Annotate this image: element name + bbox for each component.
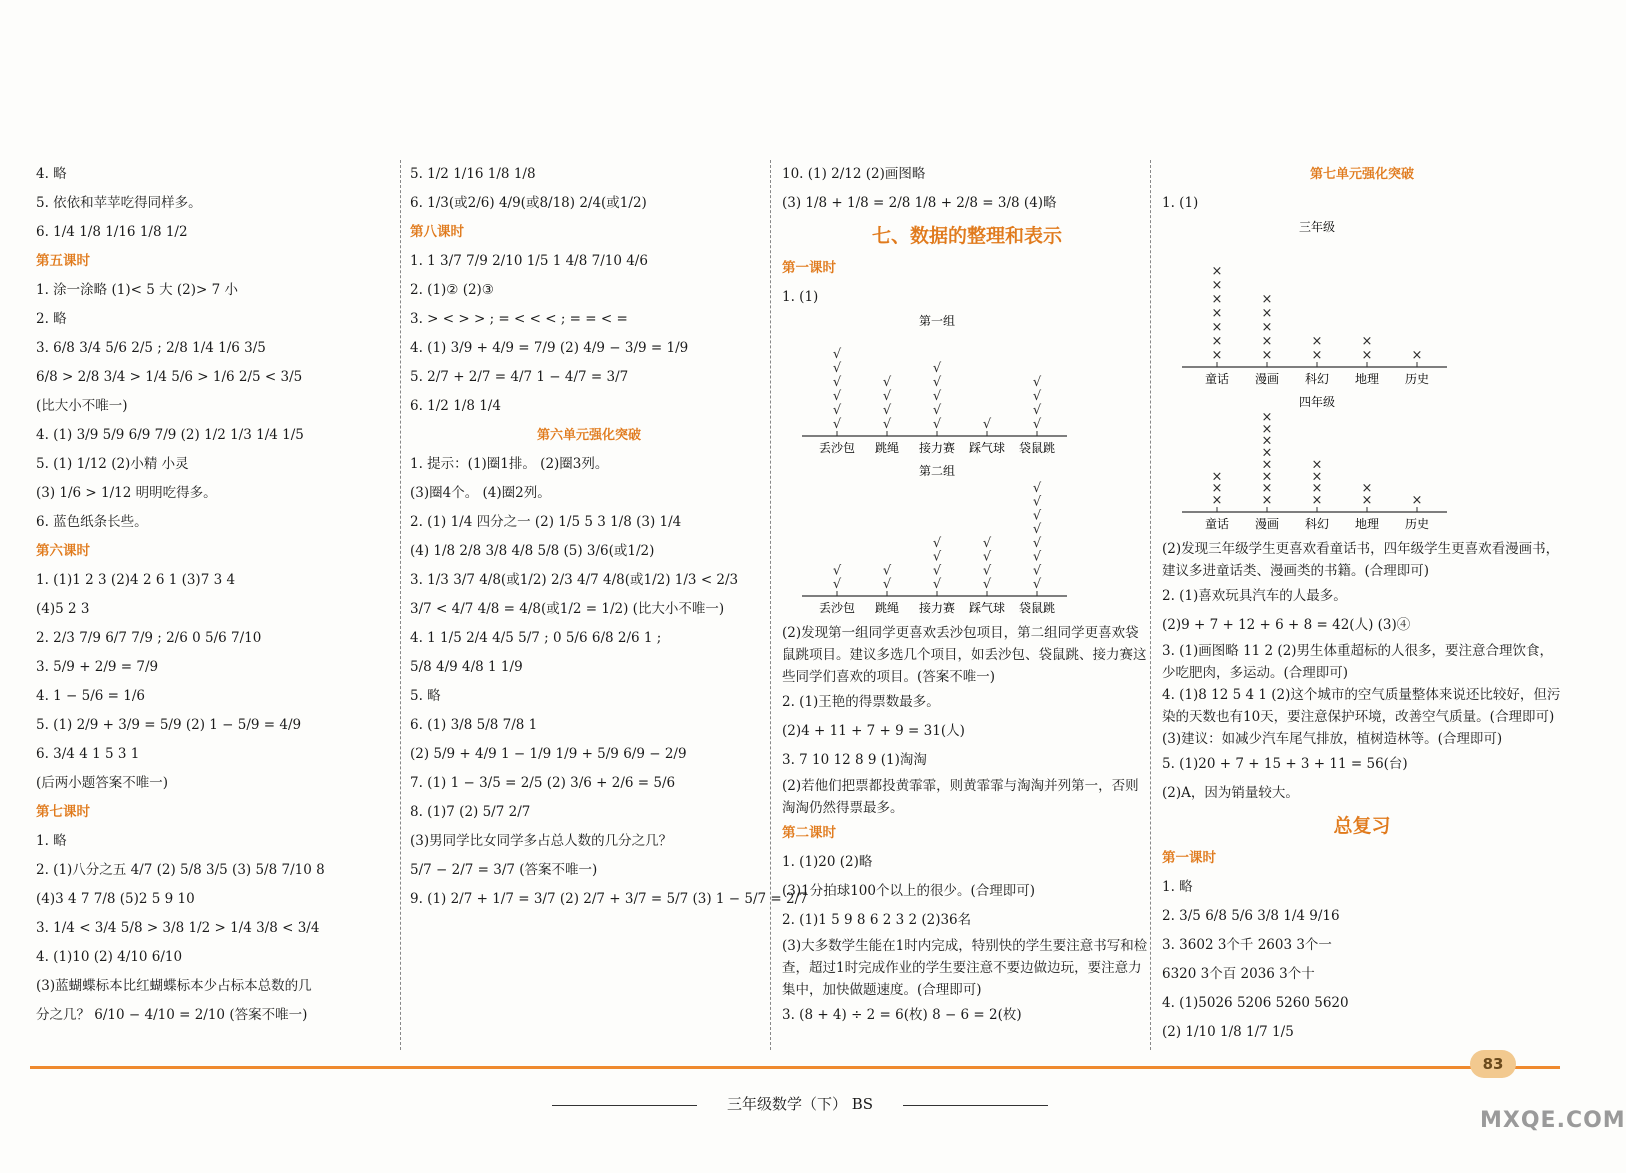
chart-symbol: × xyxy=(1211,493,1223,508)
answer-line: (2)A，因为销量较大。 xyxy=(1162,784,1299,801)
chart-category-label: 历史 xyxy=(1404,372,1430,386)
chart-symbol: √ xyxy=(932,563,942,579)
chart-symbol: √ xyxy=(982,535,992,551)
chart-title: 第二组 xyxy=(918,464,956,478)
answer-line: (后两小题答案不唯一) xyxy=(36,774,169,791)
chart-symbol: × xyxy=(1361,481,1373,497)
chart-symbol: × xyxy=(1261,421,1273,437)
chart-symbol: × xyxy=(1211,481,1223,497)
chart-symbol: √ xyxy=(882,389,892,404)
chart-symbol: × xyxy=(1311,469,1323,485)
pictograph-group-1 xyxy=(782,312,1152,462)
answer-line: 2. 2/3 7/9 6/7 7/9 ; 2/6 0 5/6 7/10 xyxy=(36,629,262,646)
chart-symbol: √ xyxy=(832,389,842,404)
chart-symbol: × xyxy=(1211,264,1223,279)
chart-symbol: √ xyxy=(882,417,892,432)
answer-line: 6. 1/3(或2/6) 4/9(或8/18) 2/4(或1/2) xyxy=(410,194,647,211)
chart-category-label: 接力赛 xyxy=(918,441,956,455)
chart-category-label: 跳绳 xyxy=(874,601,900,615)
answer-line: 分之几？ 6/10 − 4/10 = 2/10 (答案不唯一) xyxy=(36,1006,308,1023)
chart-symbol: √ xyxy=(982,563,992,579)
section-heading: 第六单元强化突破 xyxy=(536,428,641,443)
answer-line: 2. (1)② (2)③ xyxy=(410,281,494,298)
section-heading: 第六课时 xyxy=(36,542,90,559)
chart-symbol: × xyxy=(1261,334,1273,349)
chart-category-label: 丢沙包 xyxy=(818,601,856,615)
chart-symbol: √ xyxy=(832,403,842,418)
chart-symbol: × xyxy=(1311,493,1323,508)
answer-column-3 xyxy=(782,160,1152,1030)
chart-symbol: √ xyxy=(1032,577,1042,592)
answer-line: 3. (1)画图略 11 2 (2)男生体重超标的人很多，要注意合理饮食，少吃肥肉，多运动。(合理即可) xyxy=(1162,643,1554,681)
chart-symbol: √ xyxy=(932,389,942,404)
answer-column-1 xyxy=(36,160,396,1030)
answer-line: (3)1分拍球100个以上的很少。(合理即可) xyxy=(782,882,1036,899)
answer-line: 4. (1)10 (2) 4/10 6/10 xyxy=(36,948,183,965)
answer-line: 5/7 − 2/7 = 3/7 (答案不唯一) xyxy=(410,861,598,878)
chart-symbol: × xyxy=(1311,334,1323,349)
answer-line: 3. 3602 3个千 2603 3个一 xyxy=(1162,936,1332,953)
answer-line: 1. 略 xyxy=(1162,878,1193,895)
answer-line: 6320 3个百 2036 3个十 xyxy=(1162,965,1315,982)
chart-category-label: 漫画 xyxy=(1254,517,1280,531)
answer-line: 1. 涂一涂略 (1)< 5 大 (2)> 7 小 xyxy=(36,281,238,298)
chart-symbol: √ xyxy=(882,375,892,390)
chart-symbol: × xyxy=(1311,457,1323,473)
answer-line: 2. (1) 1/4 四分之一 (2) 1/5 5 3 1/8 (3) 1/4 xyxy=(410,513,682,530)
book-title: 三年级数学（下） BS xyxy=(726,1095,874,1113)
answer-line: 4. (1)5026 5206 5260 5620 xyxy=(1162,994,1349,1011)
chart-category-label: 地理 xyxy=(1354,372,1380,386)
chart-symbol: √ xyxy=(932,535,942,551)
answer-line: 6. 蓝色纸条长些。 xyxy=(36,513,148,530)
pictograph-group-2 xyxy=(782,462,1152,622)
pictograph-grade-4 xyxy=(1162,393,1562,538)
chart-symbol: × xyxy=(1261,469,1273,485)
chart-symbol: × xyxy=(1211,348,1223,363)
column-divider xyxy=(770,160,771,1050)
answer-line: 5. 1/2 1/16 1/8 1/8 xyxy=(410,165,536,182)
answer-line: 10. (1) 2/12 (2)画图略 xyxy=(782,165,926,182)
chart-symbol: √ xyxy=(1032,480,1042,496)
answer-line: (比大小不唯一) xyxy=(36,397,128,414)
answer-line: (2)若他们把票都投黄霏霏，则黄霏霏与淘淘并列第一，否则淘淘仍然得票最多。 xyxy=(782,778,1139,816)
chart-symbol: × xyxy=(1261,306,1273,321)
answer-line: 2. (1)八分之五 4/7 (2) 5/8 3/5 (3) 5/8 7/10 8 xyxy=(36,861,325,878)
column-divider xyxy=(400,160,401,1050)
answer-line: 2. (1)喜欢玩具汽车的人最多。 xyxy=(1162,587,1347,604)
chart-symbol: √ xyxy=(932,375,942,390)
answer-line: (4)5 2 3 xyxy=(36,600,90,617)
answer-line: 1. (1)20 (2)略 xyxy=(782,853,873,870)
chart-symbol: × xyxy=(1311,481,1323,497)
answer-line: 3. 7 10 12 8 9 (1)淘淘 xyxy=(782,751,927,768)
answer-line: 6. 3/4 4 1 5 3 1 xyxy=(36,745,140,762)
answer-column-4 xyxy=(1162,160,1562,1047)
answer-line: 2. (1)1 5 9 8 6 2 3 2 (2)36名 xyxy=(782,911,972,928)
answer-line: 5. 2/7 + 2/7 = 4/7 1 − 4/7 = 3/7 xyxy=(410,368,629,385)
footer-rule xyxy=(30,1066,1560,1069)
answer-line: (2) 5/9 + 4/9 1 − 1/9 1/9 + 5/9 6/9 − 2/9 xyxy=(410,745,687,762)
chart-title: 四年级 xyxy=(1298,395,1336,409)
answer-line: 1. 提示：(1)圈1排。 (2)圈3列。 xyxy=(410,455,609,472)
answer-line: 2. 略 xyxy=(36,310,67,327)
chart-symbol: × xyxy=(1261,433,1273,449)
answer-line: 6. 1/4 1/8 1/16 1/8 1/2 xyxy=(36,223,188,240)
answer-line: 3. > < > > ; = < < < ; = = < = xyxy=(410,310,628,327)
answer-line: 5/8 4/9 4/8 1 1/9 xyxy=(410,658,523,675)
chart-symbol: × xyxy=(1211,292,1223,307)
chart-symbol: √ xyxy=(932,549,942,565)
answer-line: 2. (1)王艳的得票数最多。 xyxy=(782,693,940,710)
chart-category-label: 地理 xyxy=(1354,517,1380,531)
chart-symbol: √ xyxy=(832,563,842,579)
chart-symbol: √ xyxy=(882,577,892,592)
answer-line: 6/8 > 2/8 3/4 > 1/4 5/6 > 1/6 2/5 < 3/5 xyxy=(36,368,303,385)
chart-category-label: 丢沙包 xyxy=(818,441,856,455)
chart-category-label: 袋鼠跳 xyxy=(1018,441,1056,455)
chart-symbol: √ xyxy=(1032,403,1042,418)
chart-title: 第一组 xyxy=(918,314,956,328)
answer-line: 5. (1)20 + 7 + 15 + 3 + 11 = 56(台) xyxy=(1162,755,1408,772)
chart-symbol: × xyxy=(1311,348,1323,363)
answer-line: 3. 1/3 3/7 4/8(或1/2) 2/3 4/7 4/8(或1/2) 1/3 < 2/3 xyxy=(410,571,739,588)
answer-line: 1. (1)1 2 3 (2)4 2 6 1 (3)7 3 4 xyxy=(36,571,236,588)
answer-line: 1. 略 xyxy=(36,832,67,849)
chart-symbol: × xyxy=(1411,348,1423,363)
section-heading: 第七课时 xyxy=(36,803,90,820)
pictograph-grade-3 xyxy=(1162,218,1562,393)
watermark: MXQE.COM xyxy=(1480,1108,1626,1133)
chart-symbol: × xyxy=(1361,493,1373,508)
answer-line: (3)蓝蝴蝶标本比红蝴蝶标本少占标本总数的几 xyxy=(36,977,312,994)
chart-symbol: × xyxy=(1211,306,1223,321)
section-heading: 第二课时 xyxy=(782,824,836,841)
chart-symbol: √ xyxy=(882,563,892,579)
chart-symbol: × xyxy=(1361,348,1373,363)
answer-line: 9. (1) 2/7 + 1/7 = 3/7 (2) 2/7 + 3/7 = 5/7 (3) 1 − 5/7 = 2/7 xyxy=(410,890,808,907)
chart-symbol: √ xyxy=(832,375,842,390)
chart-symbol: √ xyxy=(1032,549,1042,565)
answer-line: 3/7 < 4/7 4/8 = 4/8(或1/2 = 1/2) (比大小不唯一) xyxy=(410,600,725,617)
answer-line: 8. (1)7 (2) 5/7 2/7 xyxy=(410,803,531,820)
answer-column-2 xyxy=(410,160,808,914)
chart-symbol: √ xyxy=(832,361,842,376)
answer-line: (3) 1/6 > 1/12 明明吃得多。 xyxy=(36,484,217,501)
chart-symbol: √ xyxy=(882,403,892,418)
chart-category-label: 踩气球 xyxy=(968,601,1006,615)
chart-symbol: × xyxy=(1411,493,1423,508)
answer-line: (2)4 + 11 + 7 + 9 = 31(人) xyxy=(782,722,965,739)
answer-line: 5. 略 xyxy=(410,687,441,704)
chart-symbol: √ xyxy=(1032,508,1042,524)
answer-line: (2)9 + 7 + 12 + 6 + 8 = 42(人) (3)④ xyxy=(1162,616,1411,633)
answer-line: (3)圈4个。 (4)圈2列。 xyxy=(410,484,551,501)
chart-symbol: √ xyxy=(1032,535,1042,551)
chart-symbol: √ xyxy=(1032,522,1042,537)
chart-symbol: × xyxy=(1211,469,1223,485)
chart-symbol: √ xyxy=(982,417,992,432)
chart-symbol: √ xyxy=(1032,389,1042,404)
chart-symbol: √ xyxy=(832,577,842,592)
chart-symbol: √ xyxy=(932,417,942,432)
chart-symbol: × xyxy=(1261,493,1273,508)
chart-category-label: 童话 xyxy=(1204,372,1230,386)
chart-symbol: × xyxy=(1261,409,1273,425)
answer-line: 5. (1) 2/9 + 3/9 = 5/9 (2) 1 − 5/9 = 4/9 xyxy=(36,716,302,733)
answer-line: 4. (1) 3/9 5/9 6/9 7/9 (2) 1/2 1/3 1/4 1/5 xyxy=(36,426,304,443)
answer-line: 4. 1 1/5 2/4 4/5 5/7 ; 0 5/6 6/8 2/6 1 ; xyxy=(410,629,662,646)
answer-line: 1. (1) xyxy=(782,288,819,305)
section-heading: 第七单元强化突破 xyxy=(1309,167,1414,182)
chart-symbol: √ xyxy=(932,361,942,376)
answer-line: 4. 略 xyxy=(36,165,67,182)
section-heading: 第一课时 xyxy=(782,259,836,276)
answer-line: (2) 1/10 1/8 1/7 1/5 xyxy=(1162,1023,1294,1040)
answer-line: 5. (1) 1/12 (2)小精 小灵 xyxy=(36,455,189,472)
answer-line: 5. 依依和苹苹吃得同样多。 xyxy=(36,194,202,211)
chart-symbol: × xyxy=(1211,334,1223,349)
section-heading: 总复习 xyxy=(1333,814,1391,837)
answer-line: (3) 1/8 + 1/8 = 2/8 1/8 + 2/8 = 3/8 (4)略 xyxy=(782,194,1057,211)
answer-line: (4)3 4 7 7/8 (5)2 5 9 10 xyxy=(36,890,195,907)
chart-symbol: × xyxy=(1261,457,1273,473)
answer-line: 7. (1) 1 − 3/5 = 2/5 (2) 3/6 + 2/6 = 5/6 xyxy=(410,774,676,791)
section-heading: 七、数据的整理和表示 xyxy=(871,224,1062,247)
answer-line: (3)建议：如减少汽车尾气排放，植树造林等。(合理即可) xyxy=(1162,731,1503,747)
chart-category-label: 科幻 xyxy=(1304,517,1330,531)
chart-symbol: √ xyxy=(832,347,842,362)
chart-symbol: √ xyxy=(832,417,842,432)
chart-category-label: 科幻 xyxy=(1304,372,1330,386)
answer-line: 6. 1/2 1/8 1/4 xyxy=(410,397,501,414)
chart-symbol: × xyxy=(1361,334,1373,349)
answer-line: (2)发现三年级学生更喜欢看童话书，四年级学生更喜欢看漫画书，建议多进童话类、漫画类的书籍。(合理即可) xyxy=(1162,541,1560,579)
chart-symbol: √ xyxy=(932,577,942,592)
chart-symbol: × xyxy=(1261,445,1273,461)
chart-symbol: × xyxy=(1261,348,1273,363)
answer-line: (2)发现第一组同学更喜欢丢沙包项目，第二组同学更喜欢袋鼠跳项目。建议多选几个项目，如丢沙包、袋鼠跳、接力赛这些同学们喜欢的项目。(答案不唯一) xyxy=(782,625,1147,685)
answer-line: 3. 6/8 3/4 5/6 2/5 ; 2/8 1/4 1/6 3/5 xyxy=(36,339,266,356)
chart-title: 三年级 xyxy=(1298,220,1336,234)
answer-line: (4) 1/8 2/8 3/8 4/8 5/8 (5) 3/6(或1/2) xyxy=(410,542,655,559)
chart-symbol: √ xyxy=(982,577,992,592)
answer-line: 6. (1) 3/8 5/8 7/8 1 xyxy=(410,716,538,733)
chart-symbol: × xyxy=(1211,320,1223,335)
answer-line: 4. (1) 3/9 + 4/9 = 7/9 (2) 4/9 − 3/9 = 1/9 xyxy=(410,339,689,356)
answer-line: (3)男同学比女同学多占总人数的几分之几？ xyxy=(410,832,673,849)
chart-symbol: × xyxy=(1211,278,1223,293)
chart-symbol: √ xyxy=(982,549,992,565)
answer-line: 1. 1 3/7 7/9 2/10 1/5 1 4/8 7/10 4/6 xyxy=(410,252,648,269)
answer-line: 4. 1 − 5/6 = 1/6 xyxy=(36,687,146,704)
answer-line: 1. (1) xyxy=(1162,194,1199,211)
section-heading: 第五课时 xyxy=(36,252,90,269)
chart-symbol: √ xyxy=(1032,417,1042,432)
chart-category-label: 漫画 xyxy=(1254,372,1280,386)
chart-symbol: √ xyxy=(1032,563,1042,579)
chart-symbol: √ xyxy=(1032,375,1042,390)
chart-category-label: 童话 xyxy=(1204,517,1230,531)
chart-symbol: × xyxy=(1261,292,1273,307)
answer-line: 3. 5/9 + 2/9 = 7/9 xyxy=(36,658,159,675)
section-heading: 第八课时 xyxy=(410,223,464,240)
page-number: 83 xyxy=(1470,1050,1516,1078)
chart-category-label: 踩气球 xyxy=(968,441,1006,455)
chart-category-label: 接力赛 xyxy=(918,601,956,615)
chart-category-label: 袋鼠跳 xyxy=(1018,601,1056,615)
section-heading: 第一课时 xyxy=(1162,849,1216,866)
chart-category-label: 跳绳 xyxy=(874,441,900,455)
answer-line: 2. 3/5 6/8 5/6 3/8 1/4 9/16 xyxy=(1162,907,1340,924)
chart-symbol: √ xyxy=(1032,494,1042,510)
footer xyxy=(0,1093,1600,1114)
answer-line: 3. (8 + 4) ÷ 2 = 6(枚) 8 − 6 = 2(枚) xyxy=(782,1006,1022,1023)
chart-symbol: × xyxy=(1261,320,1273,335)
answer-line: 4. (1)8 12 5 4 1 (2)这个城市的空气质量整体来说还比较好，但污染的天数也有10天，要注意保护环境，改善空气质量。(合理即可) xyxy=(1162,687,1561,725)
answer-line: (3)大多数学生能在1时内完成，特别快的学生要注意书写和检查，超过1时完成作业的学生要注意不要边做边玩，要注意力集中，加快做题速度。(合理即可) xyxy=(782,938,1148,998)
answer-line: 3. 1/4 < 3/4 5/8 > 3/8 1/2 > 1/4 3/8 < 3/4 xyxy=(36,919,320,936)
chart-symbol: √ xyxy=(932,403,942,418)
chart-symbol: × xyxy=(1261,481,1273,497)
chart-category-label: 历史 xyxy=(1404,517,1430,531)
